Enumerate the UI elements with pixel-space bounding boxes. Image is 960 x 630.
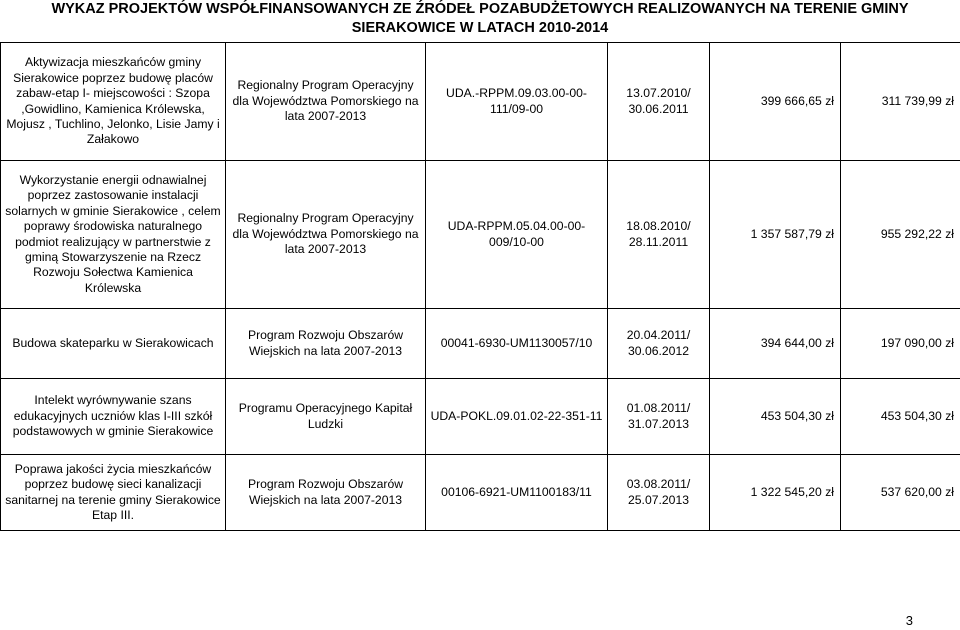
title-line-2: SIERAKOWICE W LATACH 2010-2014 xyxy=(351,20,609,36)
table-row xyxy=(1,309,960,379)
project-name-cell: Intelekt wyrównywanie szans edukacyjnych uczniów klas I-III szkół podstawowych w gminie Sierakowice xyxy=(1,379,226,455)
project-name-cell: Budowa skateparku w Sierakowicach xyxy=(1,309,226,379)
cofunding-cell: 453 504,30 zł xyxy=(841,379,960,455)
total-value-cell: 399 666,65 zł xyxy=(710,43,841,161)
program-cell: Program Rozwoju Obszarów Wiejskich na lata 2007-2013 xyxy=(226,309,426,379)
program-cell: Programu Operacyjnego Kapitał Ludzki xyxy=(226,379,426,455)
contract-number-cell: UDA-RPPM.05.04.00-00-009/10-00 xyxy=(426,161,608,309)
contract-number-cell: UDA-POKL.09.01.02-22-351-11 xyxy=(426,379,608,455)
project-name-cell: Poprawa jakości życia mieszkańców poprzez budowę sieci kanalizacji sanitarnej na terenie gminy Sierakowice Etap III. xyxy=(1,455,226,531)
title-line-1: WYKAZ PROJEKTÓW WSPÓŁFINANSOWANYCH ZE ŹRÓDEŁ POZABUDŻETOWYCH REALIZOWANYCH NA TERENIE GMINY xyxy=(51,1,909,17)
contract-number-cell: UDA.-RPPM.09.03.00-00-111/09-00 xyxy=(426,43,608,161)
program-cell: Program Rozwoju Obszarów Wiejskich na lata 2007-2013 xyxy=(226,455,426,531)
program-cell: Regionalny Program Operacyjny dla Województwa Pomorskiego na lata 2007-2013 xyxy=(226,161,426,309)
table-row xyxy=(1,379,960,455)
table-row xyxy=(1,455,960,531)
cofunding-cell: 311 739,99 zł xyxy=(841,43,960,161)
program-cell: Regionalny Program Operacyjny dla Województwa Pomorskiego na lata 2007-2013 xyxy=(226,43,426,161)
cofunding-cell: 537 620,00 zł xyxy=(841,455,960,531)
dates-cell: 13.07.2010/ 30.06.2011 xyxy=(608,43,710,161)
cofunding-cell: 197 090,00 zł xyxy=(841,309,960,379)
project-name-cell: Wykorzystanie energii odnawialnej poprzez zastosowanie instalacji solarnych w gminie Sierakowice , celem poprawy środowiska naturalnego podmiot realizujący w partnerstwie z gminą Stowarzyszenie na Rzecz Rozwoju Sołectwa Kamienica Królewska xyxy=(1,161,226,309)
projects-table xyxy=(0,42,960,531)
dates-cell: 18.08.2010/ 28.11.2011 xyxy=(608,161,710,309)
total-value-cell: 1 357 587,79 zł xyxy=(710,161,841,309)
table-row xyxy=(1,43,960,161)
contract-number-cell: 00041-6930-UM1130057/10 xyxy=(426,309,608,379)
dates-cell: 03.08.2011/ 25.07.2013 xyxy=(608,455,710,531)
dates-cell: 01.08.2011/ 31.07.2013 xyxy=(608,379,710,455)
page-number: 3 xyxy=(905,613,913,628)
contract-number-cell: 00106-6921-UM1100183/11 xyxy=(426,455,608,531)
dates-cell: 20.04.2011/ 30.06.2012 xyxy=(608,309,710,379)
total-value-cell: 394 644,00 zł xyxy=(710,309,841,379)
cofunding-cell: 955 292,22 zł xyxy=(841,161,960,309)
total-value-cell: 1 322 545,20 zł xyxy=(710,455,841,531)
project-name-cell: Aktywizacja mieszkańców gminy Sierakowice poprzez budowę placów zabaw-etap I- miejscowości : Szopa ,Gowidlino, Kamienica Królewska, Mojusz , Tuchlino, Jelonko, Lisie Jamy i Załakowo xyxy=(1,43,226,161)
table-row xyxy=(1,161,960,309)
total-value-cell: 453 504,30 zł xyxy=(710,379,841,455)
